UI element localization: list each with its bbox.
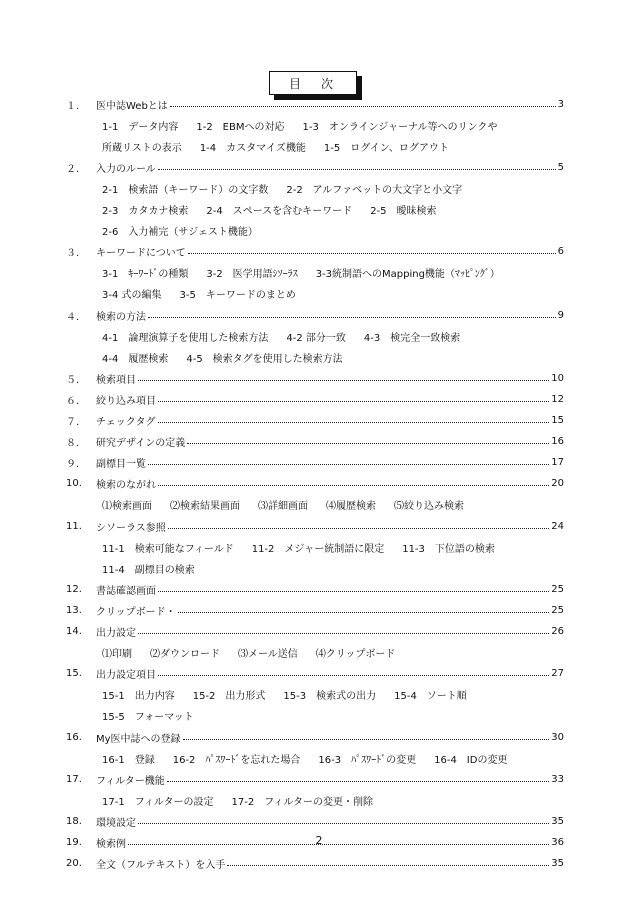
toc-subsection-item[interactable]: 11-3 下位語の検索 [402, 543, 495, 555]
toc-entry-number: 10. [66, 478, 82, 490]
toc-entry-title: 検索項目 [96, 374, 136, 386]
toc-entry[interactable] [66, 305, 564, 325]
toc-entry-title: フィルター機能 [96, 775, 165, 787]
toc-entry-page: 3 [557, 98, 564, 110]
toc-entry[interactable] [66, 622, 564, 642]
toc-entry[interactable] [66, 368, 564, 388]
dot-leader [170, 106, 556, 107]
dot-leader [158, 591, 549, 592]
toc-entry-number: ２. [66, 163, 80, 175]
toc-entry-number: ３. [66, 248, 80, 260]
toc-entry[interactable] [66, 474, 564, 494]
toc-entry-page: 26 [551, 626, 564, 637]
toc-subsection-item[interactable]: 2-3 カタカナ検索 [102, 206, 189, 217]
toc-entry-number: ７. [66, 417, 80, 428]
toc-entry-title: 環境設定 [96, 817, 136, 829]
toc-subsection-item[interactable]: ⑶詳細画面 [258, 501, 308, 513]
toc-entry[interactable] [66, 432, 564, 452]
toc-entry-number: ４. [66, 311, 80, 323]
toc-subsection-line [102, 347, 343, 367]
toc-entry-page: 35 [551, 858, 564, 870]
toc-subsection-line [102, 115, 497, 135]
toc-entry[interactable] [66, 600, 564, 620]
toc-entry-title: 副標目一覧 [96, 459, 146, 471]
toc-entry-title: 研究デザインの定義 [96, 438, 186, 450]
toc-subsection-item[interactable]: 16-3 ﾊﾟｽﾜｰﾄﾞの変更 [318, 754, 417, 766]
dot-leader [227, 865, 549, 866]
toc-entry[interactable] [66, 453, 564, 473]
toc-entry-page: 9 [557, 309, 564, 321]
toc-entry-number: 19. [66, 837, 82, 848]
toc-subsection-item[interactable]: 2-1 検索語（キーワード）の文字数 [102, 184, 269, 196]
toc-subsection-line [102, 748, 507, 768]
toc-entry[interactable] [66, 811, 564, 831]
toc-entry-page: 16 [551, 436, 564, 448]
toc-subsection-item[interactable]: 1-2 EBMへの対応 [196, 121, 285, 133]
toc-subsection-item[interactable]: 16-2 ﾊﾟｽﾜｰﾄﾞを忘れた場合 [172, 754, 301, 766]
toc-subsection-line [102, 200, 437, 220]
toc-entry-number: 16. [66, 731, 82, 743]
toc-subsection-item[interactable]: 17-2 フィルターの変更・削除 [231, 796, 373, 808]
toc-subsection-item[interactable]: 4-1 論理演算子を使用した検索方法 [102, 332, 269, 344]
toc-entry-number: 15. [66, 668, 82, 680]
dot-leader [178, 612, 550, 613]
toc-subsection-item[interactable]: ⑵ダウンロード [150, 649, 220, 661]
dot-leader [158, 169, 556, 170]
toc-subsection-item[interactable]: 3-2 医学用語ｼｿｰﾗｽ [206, 269, 298, 281]
toc-subsection-item[interactable]: 15-4 ソート順 [394, 691, 467, 703]
dot-leader [167, 781, 549, 782]
toc-entry[interactable] [66, 411, 564, 431]
toc-entry-number: ９. [66, 459, 80, 471]
toc-subsection-line [102, 178, 462, 198]
dot-leader [138, 380, 549, 381]
toc-heading: 目 次 [269, 71, 357, 95]
toc-entry-number: 18. [66, 815, 82, 827]
toc-entry-title: 絞り込み項目 [96, 395, 156, 407]
toc-entry-page: 15 [551, 415, 564, 426]
toc-subsection-item[interactable]: 2-2 アルファベットの大文字と小文字 [286, 184, 463, 196]
toc-subsection-item[interactable]: 所蔵リストの表示 [102, 142, 182, 154]
toc-subsection-item[interactable]: 4-3 検完全一致検索 [363, 332, 461, 344]
toc-subsection-item[interactable]: ⑷クリップボード [315, 649, 396, 661]
toc-entry-title: 出力設定 [96, 628, 136, 639]
toc-subsection-item[interactable]: 2-4 スペースを含むキーワード [206, 206, 353, 217]
toc-entry-title: 検索例 [96, 839, 126, 850]
toc-entry-page: 25 [551, 583, 564, 595]
toc-subsection-item[interactable]: ⑵検索結果画面 [170, 501, 240, 513]
dot-leader [158, 401, 549, 402]
toc-subsection-item[interactable]: 2-6 入力補完（サジェスト機能） [102, 227, 258, 239]
dot-leader [138, 633, 549, 634]
toc-entry-page: 35 [551, 815, 564, 827]
toc-subsection-line [102, 495, 464, 515]
toc-subsection-item[interactable]: 1-3 オンラインジャーナル等へのリンクや [302, 121, 498, 133]
toc-entry-page: 10 [551, 372, 564, 384]
toc-subsection-item[interactable]: 1-4 カスタマイズ機能 [199, 142, 306, 154]
toc-subsection-line [102, 790, 373, 810]
toc-subsection-line [102, 685, 467, 705]
toc-entry[interactable] [66, 94, 564, 114]
toc-entry-number: 13. [66, 604, 82, 616]
toc-entry-title: 医中誌Webとは [96, 100, 168, 112]
toc-entry[interactable] [66, 242, 564, 262]
toc-entry-page: 30 [551, 731, 564, 743]
toc-entry-number: 11. [66, 520, 82, 532]
toc-subsection-line [102, 136, 449, 156]
toc-entry[interactable] [66, 157, 564, 177]
toc-subsection-line [102, 537, 495, 557]
toc-entry[interactable] [66, 664, 564, 684]
toc-entry-title: 出力設定項目 [96, 670, 156, 682]
toc-subsection-item[interactable]: ⑷履歴検索 [326, 501, 376, 513]
dot-leader [188, 253, 556, 254]
toc-subsection-item[interactable]: 11-1 検索可能なフィールド [102, 543, 234, 555]
toc-subsection-item[interactable]: ⑴印刷 [102, 649, 132, 661]
toc-subsection-item[interactable]: ⑸絞り込み検索 [394, 501, 464, 513]
dot-leader [168, 528, 550, 529]
toc-subsection-line [102, 284, 296, 304]
dot-leader [187, 443, 549, 444]
toc-entry-title: 検索の方法 [96, 311, 146, 323]
toc-entry-page: 24 [551, 520, 564, 532]
toc-entry-number: ８. [66, 438, 80, 450]
toc-entry-title: My医中誌への登録 [96, 733, 181, 745]
dot-leader [148, 464, 549, 465]
toc-subsection-line [102, 326, 460, 346]
toc-subsection-item[interactable]: ⑶メール送信 [238, 649, 298, 661]
toc-subsection-item[interactable]: ⑴検索画面 [102, 501, 152, 513]
dot-leader [158, 675, 549, 676]
toc-entry-page: 5 [557, 161, 564, 173]
toc-entry-title: 入力のルール [96, 163, 156, 175]
toc-entry-title: クリップボード・ [96, 606, 176, 618]
dot-leader [158, 485, 549, 486]
toc-entry-title: シソーラス参照 [96, 522, 166, 534]
toc-entry-page: 27 [551, 668, 564, 680]
toc-entry-page: 25 [551, 604, 564, 616]
toc-entry-title: キーワードについて [96, 248, 186, 260]
toc-entry-number: 12. [66, 583, 82, 595]
toc-entry-page: 12 [551, 393, 564, 405]
toc-subsection-item[interactable]: 2-5 曖昧検索 [370, 206, 437, 217]
toc-entry-page: 36 [551, 837, 564, 848]
toc-subsection-item[interactable]: 3-1 ｷｰﾜｰﾄﾞの種類 [102, 269, 189, 281]
toc-subsection-item[interactable]: 16-1 登録 [102, 754, 155, 766]
toc-entry-number: １. [66, 100, 80, 112]
dot-leader [158, 422, 550, 423]
toc-subsection-line [102, 558, 195, 578]
toc-entry-title: チェックタグ [96, 417, 156, 428]
toc-entry[interactable] [66, 769, 564, 789]
toc-subsection-line [102, 643, 395, 663]
toc-subsection-item[interactable]: 11-2 メジャー統制語に限定 [251, 543, 385, 555]
toc-entry-title: 書誌確認画面 [96, 585, 156, 597]
toc-subsection-item[interactable]: 4-5 検索タグを使用した検索方法 [186, 353, 343, 365]
toc-entry-number: 14. [66, 626, 82, 637]
toc-entry-number: 20. [66, 858, 82, 870]
toc-entry-page: 33 [551, 773, 564, 785]
toc-subsection-item[interactable]: 15-2 出力形式 [192, 691, 266, 703]
toc-entry-title: 全文（フルテキスト）を入手 [96, 860, 226, 872]
toc-subsection-item[interactable]: 3-3統制語へのMapping機能（ﾏｯﾋﾟﾝｸﾞ） [315, 269, 500, 281]
toc-subsection-item[interactable]: 15-5 フォーマット [102, 712, 194, 724]
toc-subsection-item[interactable]: 17-1 フィルターの設定 [102, 796, 214, 808]
toc-subsection-item[interactable]: 16-4 IDの変更 [434, 754, 508, 766]
toc-entry[interactable] [66, 516, 564, 536]
toc-entry-page: 20 [551, 478, 564, 490]
toc-subsection-item[interactable]: 4-4 履歴検索 [102, 353, 169, 365]
toc-subsection-item[interactable]: 3-4 式の編集 [102, 290, 162, 302]
dot-leader [148, 317, 556, 318]
toc-subsection-item[interactable]: 11-4 副標目の検索 [102, 564, 195, 576]
toc-entry[interactable] [66, 727, 564, 747]
toc-subsection-item[interactable]: 1-1 データ内容 [102, 121, 179, 133]
toc-subsection-line [102, 706, 194, 726]
toc-subsection-item[interactable]: 15-1 出力内容 [102, 691, 175, 703]
toc-subsection-item[interactable]: 15-3 検索式の出力 [283, 691, 377, 703]
toc-subsection-item[interactable]: 4-2 部分一致 [286, 332, 346, 344]
dot-leader [138, 823, 549, 824]
toc-subsection-line [102, 221, 258, 241]
toc-entry[interactable] [66, 854, 564, 874]
toc-subsection-item[interactable]: 1-5 ログイン、ログアウト [323, 142, 449, 154]
toc-entry-number: 17. [66, 773, 82, 785]
page-number: 2 [315, 834, 323, 847]
toc-entry-page: 6 [557, 246, 564, 258]
dot-leader [183, 739, 550, 740]
toc-entry-number: ６. [66, 395, 80, 407]
toc-entry[interactable] [66, 389, 564, 409]
toc-entry-title: 検索のながれ [96, 480, 156, 492]
toc-subsection-line [102, 263, 500, 283]
toc-entry-page: 17 [551, 457, 564, 469]
toc-subsection-item[interactable]: 3-5 キーワードのまとめ [179, 290, 296, 302]
toc-entry-number: ５. [66, 374, 80, 386]
toc-entry[interactable] [66, 579, 564, 599]
